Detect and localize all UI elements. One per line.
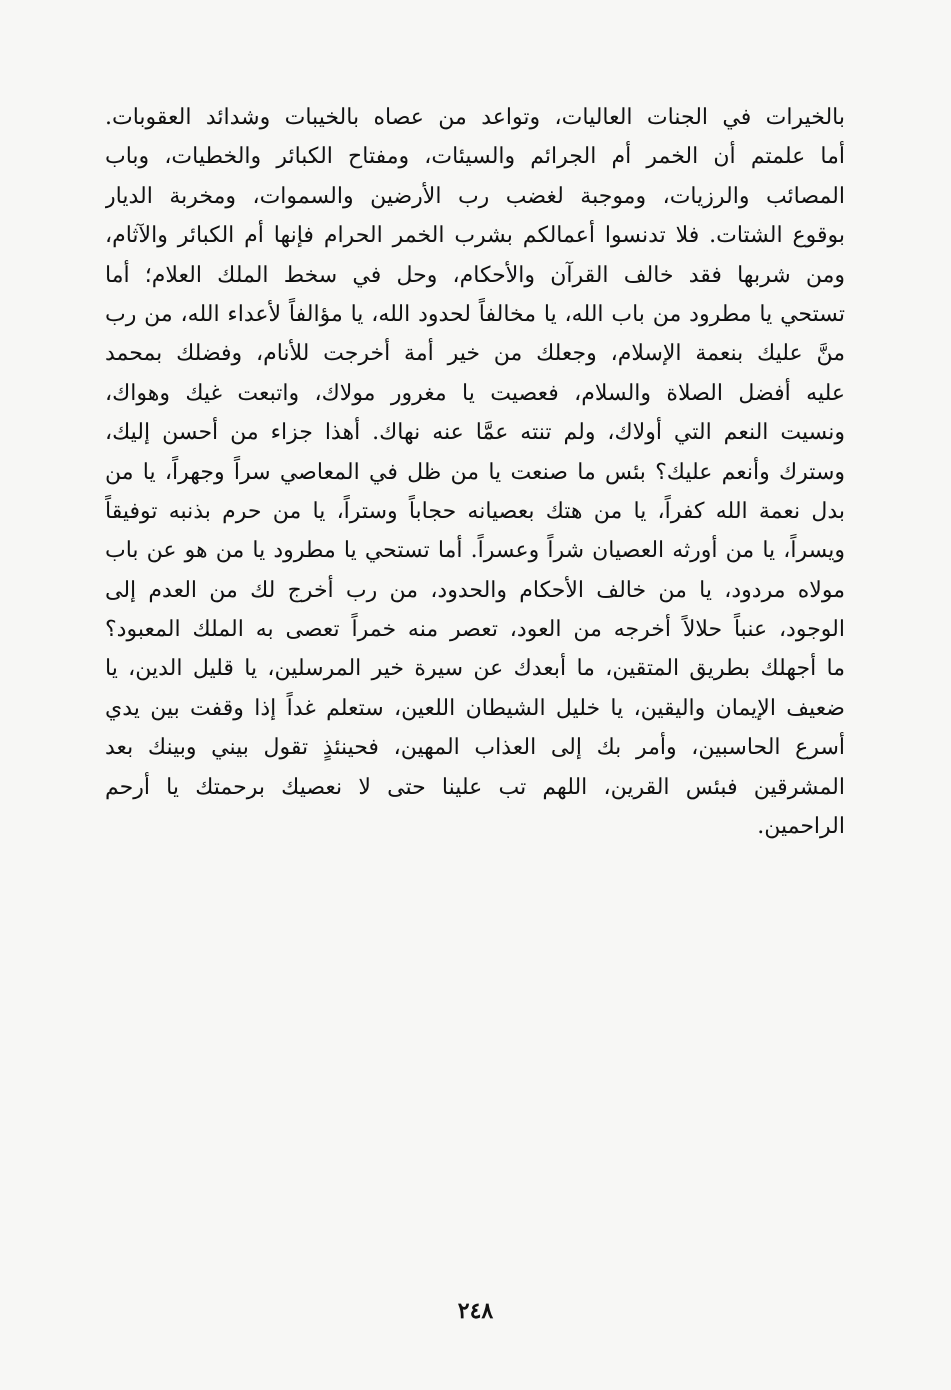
text-line: ويسراً، يا من أورثه العصيان شراً وعسراً. أما تستحي يا مطرود يا من هو عن باب <box>105 538 845 564</box>
text-line: ونسيت النعم التي أولاك، ولم تنته عمَّا عنه نهاك. أهذا جزاء من أحسن إليك، <box>105 420 845 446</box>
text-line: عليه أفضل الصلاة والسلام، فعصيت يا مغرور مولاك، واتبعت غيك وهواك، <box>105 380 845 406</box>
text-line: المشرقين فبئس القرين، اللهم تب علينا حتى لا نعصيك برحمتك يا أرحم <box>105 774 845 800</box>
text-line: ومن شربها فقد خالف القرآن والأحكام، وحل في سخط الملك العلام؛ أما <box>105 262 845 288</box>
page-number: ٢٤٨ <box>457 1298 494 1324</box>
text-line: ما أجهلك بطريق المتقين، ما أبعدك عن سيرة خير المرسلين، يا قليل الدين، يا <box>105 656 845 682</box>
text-line: تستحي يا مطرود من باب الله، يا مخالفاً لحدود الله، يا مؤالفاً لأعداء الله، من رب <box>105 301 845 327</box>
text-line: المصائب والرزيات، وموجبة لغضب رب الأرضين والسموات، ومخربة الديار <box>105 183 845 209</box>
text-line: بالخيرات في الجنات العاليات، وتواعد من عصاه بالخيبات وشدائد العقوبات. <box>105 105 845 130</box>
text-line: مولاه مردود، يا من خالف الأحكام والحدود، من رب أخرج لك من العدم إلى <box>105 577 845 603</box>
text-line: أما علمتم أن الخمر أم الجرائم والسيئات، ومفتاح الكبائر والخطيات، وباب <box>105 144 845 170</box>
text-line: الوجود، عنباً حلالاً أخرجه من العود، تعصر منه خمراً تعصى به الملك المعبود؟ <box>105 617 845 643</box>
text-line: أسرع الحاسبين، وأمر بك إلى العذاب المهين، فحينئذٍ تقول بيني وبينك بعد <box>105 735 845 761</box>
text-line: وسترك وأنعم عليك؟ بئس ما صنعت يا من ظل في المعاصي سراً وجهراً، يا من <box>105 459 845 485</box>
body-text <box>105 98 845 846</box>
text-line: بدل نعمة الله كفراً، يا من هتك بعصيانه حجاباً وستراً، يا من حرم بذنبه توفيقاً <box>105 498 845 524</box>
text-line: منَّ عليك بنعمة الإسلام، وجعلك من خير أمة أخرجت للأنام، وفضلك بمحمد <box>105 341 845 367</box>
text-line: ضعيف الإيمان واليقين، يا خليل الشيطان اللعين، ستعلم غداً إذا وقفت بين يدي <box>105 695 845 721</box>
text-line: بوقوع الشتات. فلا تدنسوا أعمالكم بشرب الخمر الحرام فإنها أم الكبائر والآثام، <box>105 223 845 249</box>
text-line-last: الراحمين. <box>757 814 845 840</box>
